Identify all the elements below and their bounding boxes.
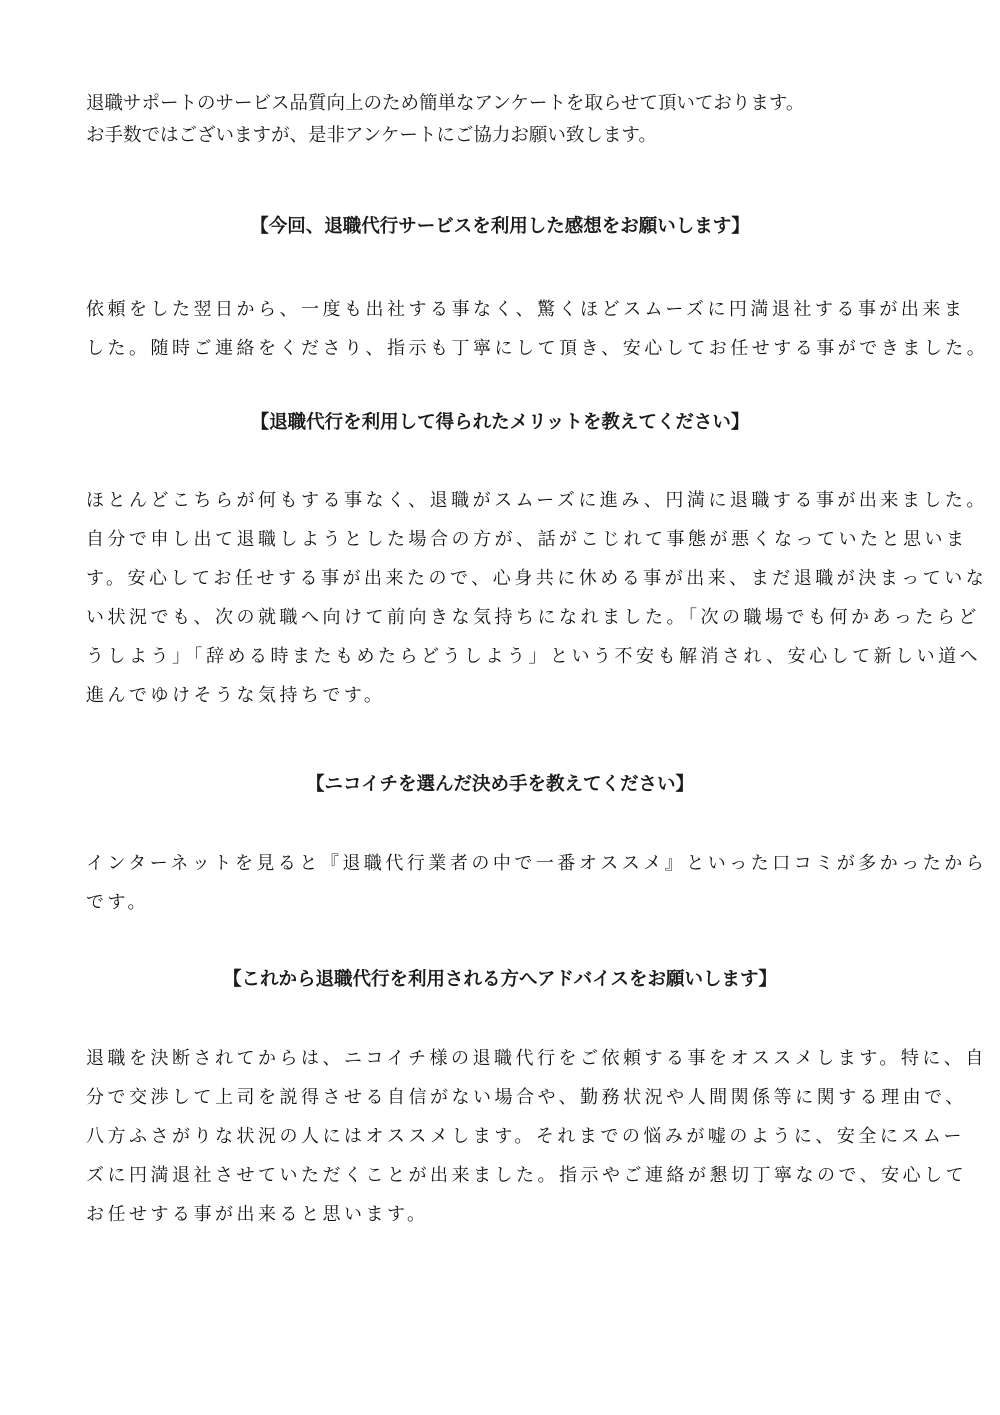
answer-line: 退職を決断されてからは、ニコイチ様の退職代行をご依頼する事をオススメします。特に、自: [86, 1048, 987, 1069]
answer-deciding-factor: [86, 844, 988, 922]
question-advice: 【これから退職代行を利用される方へアドバイスをお願いします】: [223, 969, 777, 990]
question-deciding-factor: 【ニコイチを選んだ決め手を教えてください】: [306, 774, 694, 795]
answer-line: 分で交渉して上司を説得させる自信がない場合や、勤務状況や人間関係等に関する理由で、: [86, 1087, 967, 1108]
answer-line: い状況でも、次の就職へ向けて前向きな気持ちになれました。「次の職場でも何かあったらど: [86, 607, 980, 628]
answer-line: ズに円満退社させていただくことが出来ました。指示やご連絡が懇切丁寧なので、安心して: [86, 1165, 968, 1186]
answer-line: ほとんどこちらが何もする事なく、退職がスムーズに進み、円満に退職する事が出来ました。: [86, 490, 988, 511]
answer-line: す。安心してお任せする事が出来たので、心身共に休める事が出来、まだ退職が決まっていな: [86, 568, 988, 589]
answer-line: 八方ふさがりな状況の人にはオススメします。それまでの悩みが嘘のように、安全にスムー: [86, 1126, 965, 1147]
answer-line: 自分で申し出て退職しようとした場合の方が、話がこじれて事態が悪くなっていたと思いま: [86, 529, 968, 550]
question-impression: 【今回、退職代行サービスを利用した感想をお願いします】: [250, 216, 750, 237]
intro-text: [86, 88, 946, 152]
answer-line: 進んでゆけそうな気持ちです。: [86, 685, 386, 706]
intro-line-1: 退職サポートのサービス品質向上のため簡単なアンケートを取らせて頂いております。: [86, 93, 805, 114]
answer-impression: [86, 290, 989, 368]
answer-line: インターネットを見ると『退職代行業者の中で一番オススメ』といった口コミが多かったから: [86, 853, 988, 874]
answer-line: お任せする事が出来ると思います。: [86, 1204, 429, 1225]
answer-line: 依頼をした翌日から、一度も出社する事なく、驚くほどスムーズに円満退社する事が出来ま: [86, 299, 966, 320]
intro-line-2: お手数ではございますが、是非アンケートにご協力お願い致します。: [86, 125, 657, 146]
answer-advice: [86, 1039, 987, 1234]
answer-merits: [86, 481, 988, 715]
question-merits: 【退職代行を利用して得られたメリットを教えてください】: [250, 412, 750, 433]
answer-line: です。: [86, 892, 150, 913]
answer-line: した。随時ご連絡をくださり、指示も丁寧にして頂き、安心してお任せする事ができました。: [86, 338, 989, 359]
answer-line: うしよう」「辞める時またもめたらどうしよう」という不安も解消され、安心して新しい道へ: [86, 646, 982, 667]
